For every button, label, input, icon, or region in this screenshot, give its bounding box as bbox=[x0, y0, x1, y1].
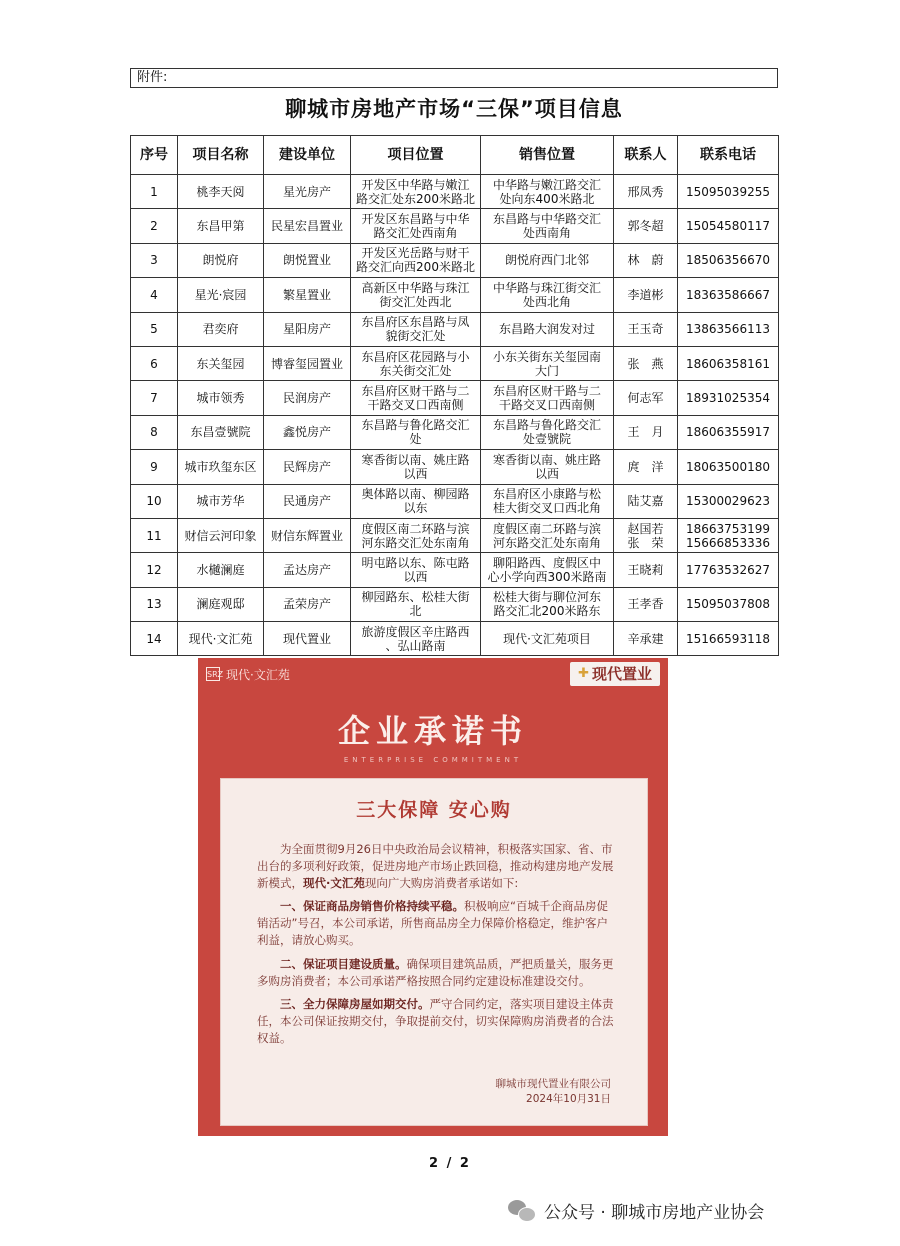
attachment-label: 附件: bbox=[130, 68, 778, 88]
table-cell: 王 月 bbox=[614, 415, 678, 449]
table-cell: 桃李天阅 bbox=[178, 175, 264, 209]
wechat-icon bbox=[508, 1198, 536, 1222]
table-cell: 朗悦置业 bbox=[264, 243, 351, 277]
table-cell: 3 bbox=[131, 243, 178, 277]
table-cell: 东昌府区小康路与松 桂大街交叉口西北角 bbox=[481, 484, 614, 518]
table-cell: 东昌甲第 bbox=[178, 209, 264, 243]
table-cell: 东昌路与中华路交汇 处西南角 bbox=[481, 209, 614, 243]
table-header-row bbox=[131, 136, 779, 175]
table-cell: 1 bbox=[131, 175, 178, 209]
table-cell: 开发区中华路与嫩江 路交汇处东200米路北 bbox=[351, 175, 481, 209]
page-number: 2 / 2 bbox=[429, 1156, 471, 1171]
table-cell: 王孝香 bbox=[614, 587, 678, 621]
table-cell: 现代置业 bbox=[264, 622, 351, 656]
card-title: 三大保障 安心购 bbox=[356, 799, 512, 821]
table-cell: 高新区中华路与珠江 街交汇处西北 bbox=[351, 278, 481, 312]
table-cell: 城市领秀 bbox=[178, 381, 264, 415]
table-cell: 2 bbox=[131, 209, 178, 243]
table-cell: 东昌路大润发对过 bbox=[481, 312, 614, 346]
table-cell: 10 bbox=[131, 484, 178, 518]
table-cell: 澜庭观邸 bbox=[178, 587, 264, 621]
table-cell: 聊阳路西、度假区中 心小学向西300米路南 bbox=[481, 553, 614, 587]
table-cell: 松桂大街与聊位河东 路交汇北200米路东 bbox=[481, 587, 614, 621]
table-cell: 林 蔚 bbox=[614, 243, 678, 277]
table-row bbox=[131, 518, 779, 552]
table-cell: 18363586667 bbox=[678, 278, 779, 312]
table-cell: 东关玺园 bbox=[178, 346, 264, 380]
table-row bbox=[131, 587, 779, 621]
table-cell: 现代·文汇苑项目 bbox=[481, 622, 614, 656]
table-cell: 奥体路以南、柳园路 以东 bbox=[351, 484, 481, 518]
table-cell: 王晓莉 bbox=[614, 553, 678, 587]
table-cell: 城市玖玺东区 bbox=[178, 450, 264, 484]
project-logo-icon: SRZ bbox=[206, 667, 220, 681]
table-cell: 柳园路东、松桂大街 北 bbox=[351, 587, 481, 621]
table-cell: 繁星置业 bbox=[264, 278, 351, 312]
header-cell: 销售位置 bbox=[481, 136, 614, 175]
table-cell: 开发区光岳路与财干 路交汇向西200米路北 bbox=[351, 243, 481, 277]
commitment-poster bbox=[198, 658, 668, 1136]
table-cell: 民通房产 bbox=[264, 484, 351, 518]
intro-paragraph: 为全面贯彻9月26日中央政治局会议精神，积极落实国家、省、市出台的多项利好政策，促进房地产市场止跌回稳，推动构建房地产发展新模式，现代·文汇苑现向广大购房消费者承诺如下: bbox=[257, 842, 614, 890]
table-cell: 东昌壹號院 bbox=[178, 415, 264, 449]
table-cell: 15095039255 bbox=[678, 175, 779, 209]
table-cell: 9 bbox=[131, 450, 178, 484]
table-cell: 13 bbox=[131, 587, 178, 621]
table-cell: 15054580117 bbox=[678, 209, 779, 243]
table-cell: 15166593118 bbox=[678, 622, 779, 656]
footer-text: 公众号 · 聊城市房地产业协会 bbox=[544, 1202, 765, 1223]
table-cell: 8 bbox=[131, 415, 178, 449]
table-row bbox=[131, 175, 779, 209]
signature-block bbox=[496, 1077, 612, 1107]
table-cell: 18063500180 bbox=[678, 450, 779, 484]
table-cell: 郭冬超 bbox=[614, 209, 678, 243]
table-cell: 星光·宸园 bbox=[178, 278, 264, 312]
sign-company: 聊城市现代置业有限公司 bbox=[495, 1078, 611, 1090]
table-cell: 朗悦府西门北邻 bbox=[481, 243, 614, 277]
project-info-table bbox=[130, 135, 779, 656]
table-cell: 7 bbox=[131, 381, 178, 415]
table-cell: 星光房产 bbox=[264, 175, 351, 209]
wechat-footer[interactable] bbox=[508, 1196, 764, 1224]
commitment-2: 二、保证项目建设质量。确保项目建筑品质，严把质量关，服务更多购房消费者；本公司承诺严格按照合同约定建设标准建设交付。 bbox=[257, 956, 614, 988]
table-cell: 旅游度假区辛庄路西 、弘山路南 bbox=[351, 622, 481, 656]
table-cell: 中华路与嫩江路交汇 处向东400米路北 bbox=[481, 175, 614, 209]
table-cell: 民润房产 bbox=[264, 381, 351, 415]
table-row bbox=[131, 484, 779, 518]
table-cell: 民星宏昌置业 bbox=[264, 209, 351, 243]
poster-heading: 企业承诺书 bbox=[337, 712, 528, 750]
table-row bbox=[131, 622, 779, 656]
table-cell: 东昌府区财干路与二 干路交叉口西南侧 bbox=[481, 381, 614, 415]
table-cell: 何志军 bbox=[614, 381, 678, 415]
scanned-table-page bbox=[130, 68, 778, 658]
table-cell: 13863566113 bbox=[678, 312, 779, 346]
table-cell: 君奕府 bbox=[178, 312, 264, 346]
table-row bbox=[131, 243, 779, 277]
table-cell: 度假区南二环路与滨 河东路交汇处东南角 bbox=[481, 518, 614, 552]
page-title: 聊城市房地产市场“三保”项目信息 bbox=[285, 97, 623, 121]
header-cell: 联系电话 bbox=[678, 136, 779, 175]
header-cell: 建设单位 bbox=[264, 136, 351, 175]
project-brand-text: 现代·文汇苑 bbox=[226, 667, 290, 682]
table-row bbox=[131, 346, 779, 380]
table-cell: 寒香街以南、姚庄路 以西 bbox=[481, 450, 614, 484]
table-cell: 城市芳华 bbox=[178, 484, 264, 518]
table-cell: 孟荣房产 bbox=[264, 587, 351, 621]
table-cell: 财信云河印象 bbox=[178, 518, 264, 552]
poster-heading-sub: ENTERPRISE COMMITMENT bbox=[343, 756, 523, 764]
table-cell: 王玉奇 bbox=[614, 312, 678, 346]
table-cell: 开发区东昌路与中华 路交汇处西南角 bbox=[351, 209, 481, 243]
table-cell: 17763532627 bbox=[678, 553, 779, 587]
commitment-card bbox=[220, 778, 648, 1126]
table-cell: 东昌府区东昌路与凤 貌街交汇处 bbox=[351, 312, 481, 346]
table-cell: 庹 洋 bbox=[614, 450, 678, 484]
table-cell: 现代·文汇苑 bbox=[178, 622, 264, 656]
table-cell: 4 bbox=[131, 278, 178, 312]
table-cell: 邢凤秀 bbox=[614, 175, 678, 209]
table-cell: 18506356670 bbox=[678, 243, 779, 277]
table-cell: 李道彬 bbox=[614, 278, 678, 312]
table-row bbox=[131, 553, 779, 587]
table-cell: 12 bbox=[131, 553, 178, 587]
commitment-3: 三、全力保障房屋如期交付。严守合同约定，落实项目建设主体责任，本公司保证按期交付，争取提前交付，切实保障购房消费者的合法权益。 bbox=[257, 997, 614, 1045]
developer-brand bbox=[570, 662, 660, 686]
header-cell: 序号 bbox=[131, 136, 178, 175]
table-cell: 中华路与珠江街交汇 处西北角 bbox=[481, 278, 614, 312]
developer-logo-icon: ✚ bbox=[578, 666, 589, 681]
table-cell: 明屯路以东、陈屯路 以西 bbox=[351, 553, 481, 587]
table-cell: 水樾澜庭 bbox=[178, 553, 264, 587]
table-cell: 东昌路与鲁化路交汇 处 bbox=[351, 415, 481, 449]
table-cell: 14 bbox=[131, 622, 178, 656]
table-cell: 18606358161 bbox=[678, 346, 779, 380]
table-cell: 寒香街以南、姚庄路 以西 bbox=[351, 450, 481, 484]
header-cell: 项目名称 bbox=[178, 136, 264, 175]
table-cell: 辛承建 bbox=[614, 622, 678, 656]
table-cell: 6 bbox=[131, 346, 178, 380]
header-cell: 联系人 bbox=[614, 136, 678, 175]
table-cell: 15095037808 bbox=[678, 587, 779, 621]
table-cell: 陆艾嘉 bbox=[614, 484, 678, 518]
developer-brand-text: 现代置业 bbox=[591, 665, 652, 683]
table-row bbox=[131, 381, 779, 415]
table-cell: 11 bbox=[131, 518, 178, 552]
table-cell: 民辉房产 bbox=[264, 450, 351, 484]
table-cell: 孟达房产 bbox=[264, 553, 351, 587]
table-row bbox=[131, 450, 779, 484]
table-cell: 18663753199 15666853336 bbox=[678, 518, 779, 552]
sign-date: 2024年10月31日 bbox=[526, 1093, 611, 1105]
table-row bbox=[131, 278, 779, 312]
table-cell: 小东关街东关玺园南 大门 bbox=[481, 346, 614, 380]
table-cell: 5 bbox=[131, 312, 178, 346]
table-cell: 度假区南二环路与滨 河东路交汇处东南角 bbox=[351, 518, 481, 552]
table-cell: 鑫悦房产 bbox=[264, 415, 351, 449]
table-cell: 星阳房产 bbox=[264, 312, 351, 346]
table-cell: 18606355917 bbox=[678, 415, 779, 449]
table-row bbox=[131, 209, 779, 243]
table-cell: 15300029623 bbox=[678, 484, 779, 518]
table-cell: 东昌府区财干路与二 干路交叉口西南侧 bbox=[351, 381, 481, 415]
table-cell: 赵国若 张 荣 bbox=[614, 518, 678, 552]
table-cell: 18931025354 bbox=[678, 381, 779, 415]
table-cell: 财信东辉置业 bbox=[264, 518, 351, 552]
header-cell: 项目位置 bbox=[351, 136, 481, 175]
commitment-body bbox=[257, 841, 619, 1054]
project-brand bbox=[206, 664, 290, 684]
table-cell: 博睿玺园置业 bbox=[264, 346, 351, 380]
table-cell: 东昌府区花园路与小 东关街交汇处 bbox=[351, 346, 481, 380]
table-cell: 朗悦府 bbox=[178, 243, 264, 277]
table-cell: 东昌路与鲁化路交汇 处壹號院 bbox=[481, 415, 614, 449]
commitment-1: 一、保证商品房销售价格持续平稳。积极响应“百城千企商品房促销活动”号召，本公司承诺，所售商品房全力保障价格稳定，维护客户利益，请放心购买。 bbox=[257, 899, 608, 947]
table-row bbox=[131, 415, 779, 449]
table-cell: 张 燕 bbox=[614, 346, 678, 380]
table-row bbox=[131, 312, 779, 346]
